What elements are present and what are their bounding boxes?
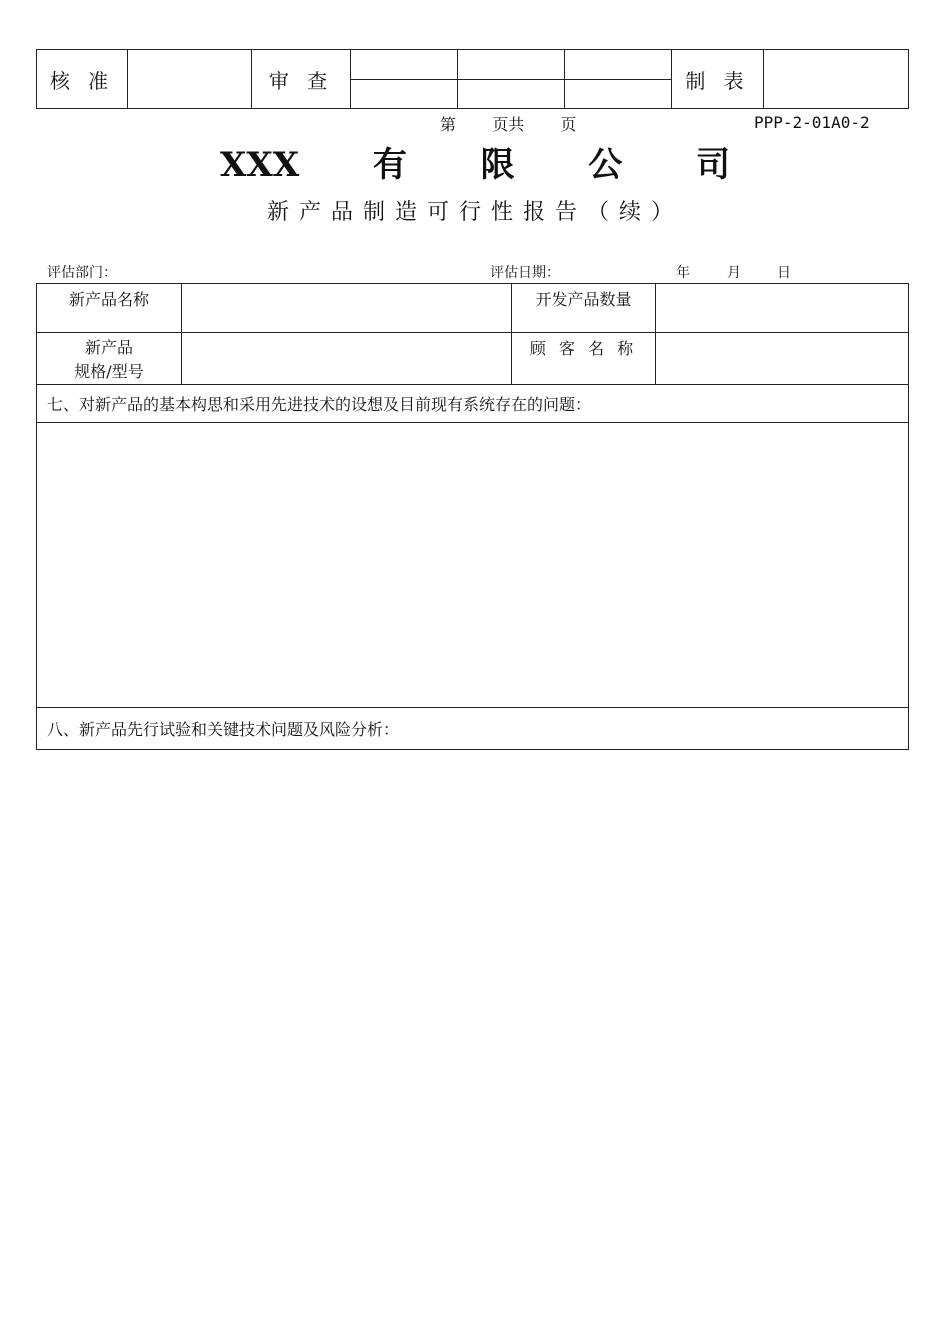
- spec-label: [37, 333, 182, 385]
- form-code: PPP-2-01A0-2: [754, 113, 870, 132]
- report-form-table: [36, 283, 909, 750]
- review-field[interactable]: [565, 50, 672, 80]
- section7-heading: 七、对新产品的基本构思和采用先进技术的设想及目前现有系统存在的问题：: [37, 385, 909, 423]
- dev-quantity-label: 开发产品数量: [512, 284, 656, 333]
- company-name-part: XXX: [220, 145, 300, 185]
- approve-label: 核 准: [37, 50, 128, 109]
- section8-heading: 八、新产品先行试验和关键技术问题及风险分析：: [37, 708, 909, 750]
- company-name: [0, 137, 950, 186]
- day-label: 日: [777, 265, 791, 281]
- date-label: 评估日期：: [490, 265, 560, 281]
- company-name-part: 司: [695, 145, 730, 185]
- page-prefix: 第: [440, 115, 457, 134]
- page-suffix: 页: [560, 115, 577, 134]
- dev-quantity-field[interactable]: [656, 284, 909, 333]
- month-label: 月: [727, 265, 741, 281]
- approval-table: [36, 49, 909, 109]
- customer-label: 顾 客 名 称: [512, 333, 656, 385]
- product-name-label: 新产品名称: [37, 284, 182, 333]
- prepare-signature-field[interactable]: [764, 50, 909, 109]
- section7-content-area[interactable]: [37, 423, 909, 708]
- document-title: 新产品制造可行性报告（续）: [266, 200, 683, 225]
- company-name-part: 有: [372, 145, 407, 185]
- page-mid: 页共: [492, 115, 525, 134]
- spec-label-line: 规格/型号: [74, 362, 144, 381]
- prepare-label: 制 表: [672, 50, 764, 109]
- review-field[interactable]: [565, 80, 672, 109]
- review-field[interactable]: [351, 80, 458, 109]
- page-indicator: [440, 112, 576, 135]
- review-field[interactable]: [458, 80, 565, 109]
- spec-label-line: 新产品: [84, 338, 133, 357]
- review-field[interactable]: [458, 50, 565, 80]
- review-label: 审 查: [252, 50, 351, 109]
- customer-field[interactable]: [656, 333, 909, 385]
- company-name-part: 限: [480, 145, 515, 185]
- company-name-part: 公: [588, 145, 623, 185]
- spec-field[interactable]: [182, 333, 512, 385]
- review-field[interactable]: [351, 50, 458, 80]
- dept-label: 评估部门：: [47, 265, 117, 281]
- product-name-field[interactable]: [182, 284, 512, 333]
- approve-signature-field[interactable]: [128, 50, 252, 109]
- year-label: 年: [676, 265, 690, 281]
